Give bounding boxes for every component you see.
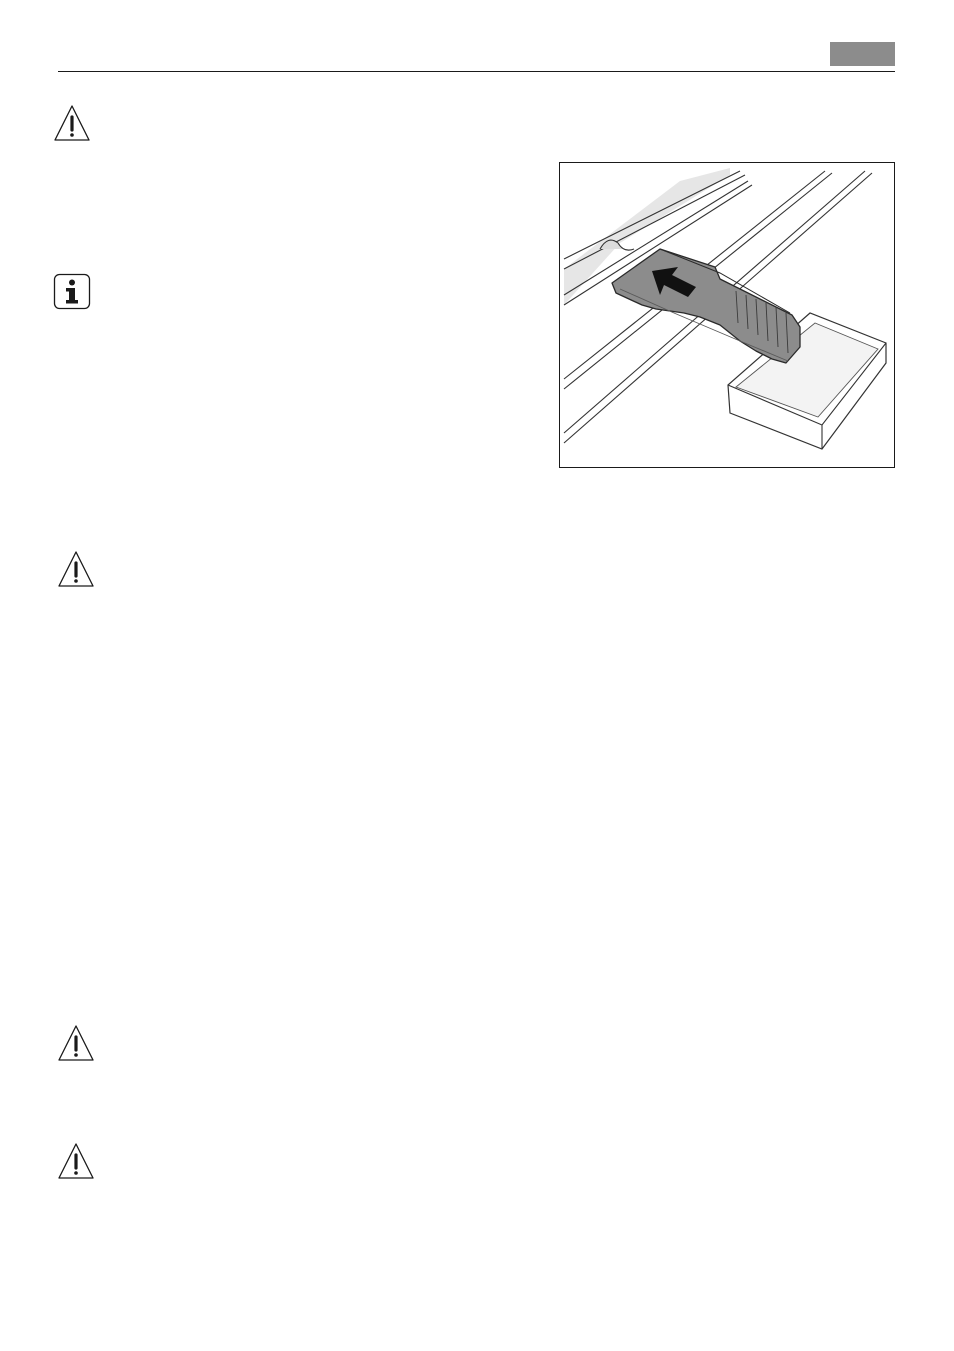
info-icon — [53, 273, 91, 311]
warning-icon — [57, 1023, 95, 1063]
ice-tray-illustration — [560, 163, 894, 467]
warning-icon — [57, 549, 95, 589]
header-rule — [58, 71, 895, 72]
warning-icon — [57, 1141, 95, 1181]
warning-icon — [53, 103, 91, 143]
illustration-figure — [559, 162, 895, 468]
page-header-tab — [830, 42, 895, 66]
